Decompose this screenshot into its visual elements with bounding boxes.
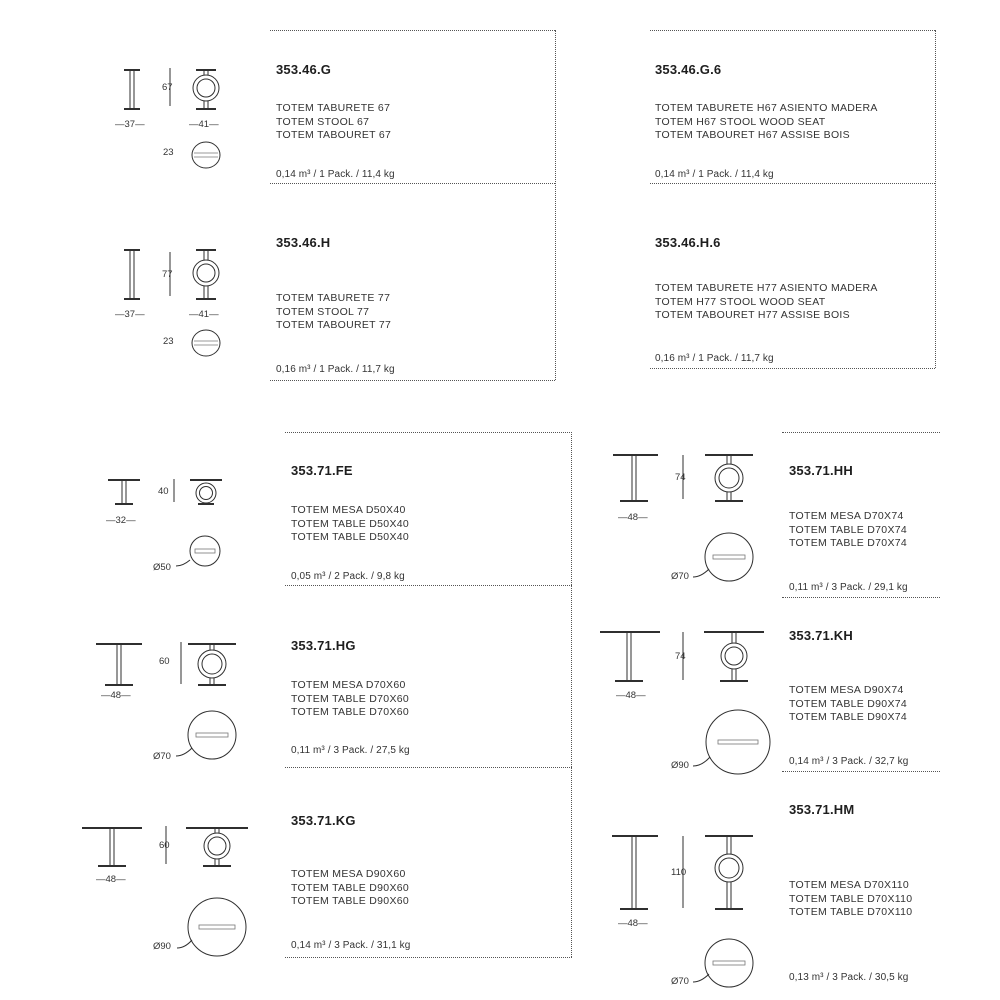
product-name-es: TOTEM MESA D70X110 [789,879,909,891]
frame-sep-stool-row1 [270,183,555,184]
table-hh-height-dim: 74 [675,472,686,483]
product-name-en: TOTEM TABLE D70X110 [789,892,913,905]
stool-h-side-view [124,250,140,299]
product-name-es: TOTEM MESA D90X60 [291,868,406,880]
product-name-es: TOTEM MESA D90X74 [789,684,904,696]
stool-g-side-view [124,70,140,109]
table-hg-height-dim: 60 [159,656,170,667]
table-hh-base-dim: —48— [618,512,648,523]
product-name-en: TOTEM H67 STOOL WOOD SEAT [655,115,826,128]
product-names [291,868,409,909]
product-code: 353.71.HH [789,463,853,478]
product-name-fr: TOTEM TABLE D70X60 [291,706,410,718]
table-hg-base-dim: —48— [101,690,131,701]
product-code: 353.71.FE [291,463,353,478]
product-code: 353.46.G [276,62,332,77]
product-name-es: TOTEM TABURETE 77 [276,292,391,304]
frame-sep-hg [285,767,572,768]
product-name-fr: TOTEM TABLE D90X60 [291,895,410,907]
product-spec: 0,14 m³ / 1 Pack. / 11,4 kg [276,169,395,180]
table-hm-diameter-dim: Ø70 [671,976,689,987]
product-name-en: TOTEM TABLE D90X60 [291,881,410,894]
product-name-es: TOTEM MESA D50X40 [291,504,406,516]
table-kg-side-view [82,828,142,866]
table-hg-diameter-dim: Ø70 [153,751,171,762]
product-name-fr: TOTEM TABOURET 67 [276,129,392,141]
table-hg-top-view [176,711,236,759]
table-fe-height-dim: 40 [158,486,169,497]
product-code: 353.46.H.6 [655,235,721,250]
table-kg-height-dim: 60 [159,840,170,851]
product-name-en: TOTEM TABLE D70X60 [291,692,410,705]
product-code: 353.46.H [276,235,331,250]
table-fe-front-view [190,480,222,504]
frame-sep-stool-g6 [650,183,935,184]
product-name-fr: TOTEM TABLE D70X74 [789,537,908,549]
product-name-en: TOTEM TABLE D70X74 [789,523,908,536]
product-spec: 0,11 m³ / 3 Pack. / 27,5 kg [291,745,410,756]
stool-g-width-dim: —37— [115,119,145,130]
table-kh-front-view [704,632,764,681]
product-name-fr: TOTEM TABOURET H67 ASSISE BOIS [655,129,850,141]
table-kh-side-view [600,632,660,681]
stool-g-depth-dim: —41— [189,119,219,130]
stool-g-front-view [193,70,219,109]
frame-bottom-stool-h [270,380,555,381]
product-name-fr: TOTEM TABLE D50X40 [291,531,410,543]
frame-bottom-stool-h6 [650,368,935,369]
frame-divider-stool-g [555,30,556,380]
stool-h-top-view [192,330,220,356]
product-code: 353.71.HG [291,638,356,653]
product-names [789,879,912,920]
product-spec: 0,14 m³ / 3 Pack. / 31,1 kg [291,940,411,951]
table-kh-height-dim: 74 [675,651,686,662]
table-hm-base-dim: —48— [618,918,648,929]
product-code: 353.46.G.6 [655,62,722,77]
table-hh-top-view [693,533,753,581]
table-kh-top-view [693,710,770,774]
product-name-es: TOTEM TABURETE H67 ASIENTO MADERA [655,102,878,114]
stool-g-height-dim: 67 [162,82,173,93]
product-name-fr: TOTEM TABLE D90X74 [789,711,908,723]
frame-divider-stool-g6 [935,30,936,368]
product-spec: 0,14 m³ / 1 Pack. / 11,4 kg [655,169,774,180]
product-name-es: TOTEM MESA D70X74 [789,510,904,522]
product-name-en: TOTEM TABLE D90X74 [789,697,908,710]
product-code: 353.71.KH [789,628,853,643]
table-kh-diameter-dim: Ø90 [671,760,689,771]
frame-sep-kh [782,771,940,772]
product-name-en: TOTEM TABLE D50X40 [291,517,410,530]
table-kg-base-dim: —48— [96,874,126,885]
product-names [291,504,409,545]
product-code: 353.71.KG [291,813,356,828]
frame-divider-tables-left [571,432,572,957]
product-names [291,679,409,720]
product-spec: 0,16 m³ / 1 Pack. / 11,7 kg [276,364,395,375]
product-code: 353.71.HM [789,802,855,817]
table-fe-diameter-dim: Ø50 [153,562,171,573]
stool-h-height-dim: 77 [162,269,173,280]
table-hm-front-view [705,836,753,909]
product-spec: 0,14 m³ / 3 Pack. / 32,7 kg [789,756,909,767]
frame-top-stool-g [270,30,555,31]
table-fe-base-dim: —32— [106,515,136,526]
table-hm-side-view [612,836,658,909]
product-names [276,102,391,143]
frame-top-stool-g6 [650,30,935,31]
product-name-es: TOTEM TABURETE H77 ASIENTO MADERA [655,282,878,294]
product-name-fr: TOTEM TABLE D70X110 [789,906,913,918]
stool-h-width-dim: —37— [115,309,145,320]
product-spec: 0,16 m³ / 1 Pack. / 11,7 kg [655,353,774,364]
product-name-en: TOTEM STOOL 67 [276,115,370,128]
product-names [655,102,878,143]
table-hh-diameter-dim: Ø70 [671,571,689,582]
product-spec: 0,13 m³ / 3 Pack. / 30,5 kg [789,972,909,983]
product-names [655,282,878,323]
table-hg-front-view [188,644,236,685]
stool-h-front-view [193,250,219,299]
stool-g-top-view [192,142,220,168]
product-spec: 0,05 m³ / 2 Pack. / 9,8 kg [291,571,405,582]
product-spec: 0,11 m³ / 3 Pack. / 29,1 kg [789,582,908,593]
table-hh-side-view [613,455,658,501]
stool-h-seat-dim: 23 [163,336,174,347]
product-name-en: TOTEM H77 STOOL WOOD SEAT [655,295,826,308]
frame-top-tables-right [782,432,940,433]
table-kh-base-dim: —48— [616,690,646,701]
table-hm-height-dim: 110 [671,867,687,878]
table-kg-front-view [186,828,248,866]
frame-bottom-kg [285,957,572,958]
frame-top-tables-left [285,432,572,433]
stool-g-seat-dim: 23 [163,147,174,158]
frame-sep-fe [285,585,572,586]
table-kg-top-view [177,898,246,956]
table-kg-diameter-dim: Ø90 [153,941,171,952]
table-hm-top-view [693,939,753,987]
frame-sep-hh [782,597,940,598]
product-names [789,684,907,725]
product-name-fr: TOTEM TABOURET H77 ASSISE BOIS [655,309,850,321]
product-names [276,292,391,333]
stool-h-depth-dim: —41— [189,309,219,320]
product-names [789,510,907,551]
table-fe-side-view [108,480,140,504]
table-fe-top-view [176,536,220,566]
table-hg-side-view [96,644,142,685]
product-name-es: TOTEM MESA D70X60 [291,679,406,691]
product-name-es: TOTEM TABURETE 67 [276,102,391,114]
table-hh-front-view [705,455,753,501]
product-name-en: TOTEM STOOL 77 [276,305,370,318]
product-name-fr: TOTEM TABOURET 77 [276,319,392,331]
